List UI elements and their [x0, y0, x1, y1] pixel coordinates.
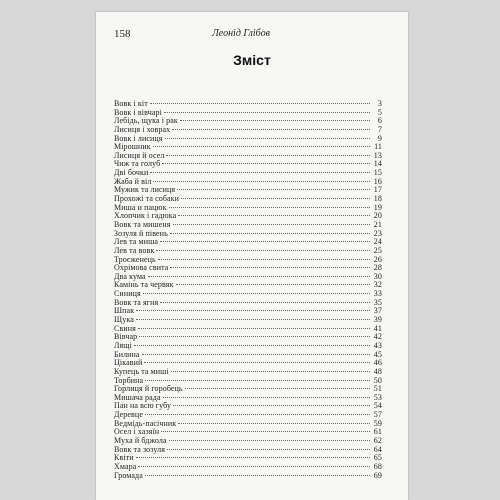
- toc-entry-page: 50: [373, 375, 382, 385]
- table-of-contents: [114, 100, 382, 480]
- toc-entry-page: 33: [373, 289, 382, 299]
- toc-entry-title: Лисиця і ховрах: [114, 124, 171, 134]
- dot-leader: [145, 414, 370, 415]
- toc-entry-page: 62: [373, 435, 382, 445]
- toc-entry-title: Дві бочки: [114, 168, 149, 178]
- toc-entry-title: Мірошник: [114, 142, 151, 152]
- dot-leader: [178, 215, 370, 216]
- toc-entry-title: Прохожі та собаки: [114, 194, 180, 204]
- toc-entry-title: Камінь та червяк: [114, 280, 174, 290]
- toc-entry-title: Охрімова свита: [114, 263, 169, 273]
- toc-entry-page: 32: [373, 280, 382, 290]
- toc-entry: [114, 463, 382, 472]
- dot-leader: [143, 293, 370, 294]
- toc-entry-title: Лебідь, щука і рак: [114, 116, 178, 126]
- toc-entry-page: 51: [373, 384, 382, 394]
- toc-entry-page: 3: [377, 99, 382, 108]
- toc-entry: [114, 446, 382, 455]
- book-page: [96, 12, 408, 500]
- toc-entry-page: 53: [373, 392, 382, 402]
- dot-leader: [136, 310, 370, 311]
- toc-entry: [114, 333, 382, 342]
- toc-entry-title: Мужик та лисиця: [114, 185, 176, 195]
- dot-leader: [153, 181, 370, 182]
- dot-leader: [170, 267, 370, 268]
- toc-entry-page: 69: [373, 470, 382, 480]
- toc-entry: [114, 351, 382, 360]
- toc-entry: [114, 264, 382, 273]
- toc-entry-page: 43: [373, 340, 382, 350]
- toc-entry: [114, 281, 382, 290]
- toc-entry: [114, 135, 382, 144]
- toc-entry-title: Горлиця й горобець: [114, 384, 183, 394]
- dot-leader: [162, 163, 370, 164]
- toc-entry-title: Вовк і кіт: [114, 99, 148, 108]
- toc-entry-title: Лев та миша: [114, 237, 158, 247]
- toc-entry-page: 18: [373, 194, 382, 204]
- dot-leader: [173, 405, 370, 406]
- toc-entry-page: 24: [373, 237, 382, 247]
- contents-title: Зміст: [233, 52, 271, 68]
- toc-entry: [114, 454, 382, 463]
- dot-leader: [160, 302, 370, 303]
- toc-entry-title: Осел і хазяїн: [114, 427, 160, 437]
- toc-entry-page: 42: [373, 332, 382, 342]
- toc-entry-title: Торбина: [114, 375, 144, 385]
- dot-leader: [172, 129, 370, 130]
- dot-leader: [145, 475, 370, 476]
- toc-entry-page: 19: [373, 202, 382, 212]
- dot-leader: [138, 466, 370, 467]
- toc-entry-page: 15: [373, 168, 382, 178]
- dot-leader: [171, 371, 370, 372]
- toc-entry-title: Громада: [114, 470, 143, 480]
- toc-entry-page: 30: [373, 271, 382, 281]
- toc-entry-title: Чиж та голуб: [114, 159, 161, 169]
- dot-leader: [167, 449, 370, 450]
- toc-entry-page: 41: [373, 323, 382, 333]
- toc-entry-page: 16: [373, 176, 382, 186]
- toc-entry: [114, 316, 382, 325]
- toc-entry-page: 39: [373, 315, 382, 325]
- running-head-author: Леонід Глібов: [212, 28, 270, 39]
- toc-entry-page: 28: [373, 263, 382, 273]
- toc-entry: [114, 342, 382, 351]
- toc-entry-title: Деревце: [114, 410, 143, 420]
- dot-leader: [180, 120, 370, 121]
- dot-leader: [142, 354, 370, 355]
- toc-entry-title: Вовк та зозуля: [114, 444, 165, 454]
- toc-entry-page: 59: [373, 418, 382, 428]
- toc-entry-title: Купець та миші: [114, 366, 169, 376]
- toc-entry: [114, 238, 382, 247]
- toc-entry-title: Билина: [114, 349, 140, 359]
- dot-leader: [158, 259, 370, 260]
- dot-leader: [181, 198, 370, 199]
- toc-entry-title: Вовк та мишеня: [114, 219, 171, 229]
- toc-entry-page: 9: [377, 133, 382, 143]
- toc-entry: [114, 472, 382, 481]
- toc-entry-title: Вовк та ягня: [114, 297, 159, 307]
- toc-entry: [114, 299, 382, 308]
- toc-entry-title: Лисиця й осел: [114, 150, 165, 160]
- toc-entry-title: Муха й бджола: [114, 435, 167, 445]
- dot-leader: [153, 146, 370, 147]
- toc-entry-page: 64: [373, 444, 382, 454]
- toc-entry-title: Вовк і вівчарі: [114, 107, 162, 117]
- dot-leader: [148, 276, 370, 277]
- toc-entry-page: 26: [373, 254, 382, 264]
- toc-entry-title: Зозуля й півень: [114, 228, 168, 238]
- dot-leader: [138, 328, 370, 329]
- toc-entry: [114, 160, 382, 169]
- toc-entry-title: Синиця: [114, 289, 141, 299]
- toc-entry-title: Щука: [114, 315, 134, 325]
- toc-entry-page: 37: [373, 306, 382, 316]
- dot-leader: [144, 362, 370, 363]
- dot-leader: [166, 155, 370, 156]
- page-number: 158: [114, 28, 131, 40]
- toc-entry-title: Свиня: [114, 323, 136, 333]
- toc-entry-title: Лящі: [114, 340, 132, 350]
- dot-leader: [177, 189, 370, 190]
- toc-entry-page: 21: [373, 219, 382, 229]
- dot-leader: [145, 380, 370, 381]
- dot-leader: [136, 457, 370, 458]
- toc-entry-page: 23: [373, 228, 382, 238]
- toc-entry-title: Жаба й віл: [114, 176, 152, 186]
- toc-entry-title: Хмара: [114, 461, 137, 471]
- toc-entry-title: Хлопчик і гадюка: [114, 211, 177, 221]
- dot-leader: [156, 250, 370, 251]
- toc-entry: [114, 169, 382, 178]
- toc-entry-title: Цікавий: [114, 358, 143, 368]
- dot-leader: [150, 103, 370, 104]
- page-header: [114, 28, 388, 44]
- toc-entry-title: Мишача рада: [114, 392, 161, 402]
- dot-leader: [178, 423, 370, 424]
- toc-entry-page: 13: [373, 150, 382, 160]
- toc-entry-page: 54: [373, 401, 382, 411]
- dot-leader: [185, 388, 370, 389]
- dot-leader: [163, 397, 370, 398]
- toc-entry-page: 65: [373, 453, 382, 463]
- dot-leader: [169, 440, 370, 441]
- dot-leader: [165, 138, 370, 139]
- toc-entry-page: 14: [373, 159, 382, 169]
- toc-entry-page: 46: [373, 358, 382, 368]
- toc-entry-page: 35: [373, 297, 382, 307]
- toc-entry: [114, 368, 382, 377]
- toc-entry-title: Миша и пацюк: [114, 202, 167, 212]
- dot-leader: [150, 172, 370, 173]
- toc-entry-page: 17: [373, 185, 382, 195]
- toc-entry: [114, 402, 382, 411]
- toc-entry-title: Пан на всю губу: [114, 401, 172, 411]
- dot-leader: [170, 233, 370, 234]
- dot-leader: [173, 224, 370, 225]
- dot-leader: [169, 207, 370, 208]
- toc-entry-page: 48: [373, 366, 382, 376]
- toc-entry-title: Ведмідь-пасічник: [114, 418, 177, 428]
- toc-entry-page: 45: [373, 349, 382, 359]
- dot-leader: [139, 336, 370, 337]
- toc-entry-title: Два кума: [114, 271, 146, 281]
- dot-leader: [164, 112, 370, 113]
- toc-entry-title: Шпак: [114, 306, 135, 316]
- toc-entry-title: Вовк і лисиця: [114, 133, 163, 143]
- toc-entry-title: Вівчар: [114, 332, 138, 342]
- dot-leader: [136, 319, 370, 320]
- toc-entry-title: Лев та вовк: [114, 245, 155, 255]
- toc-entry: [114, 307, 382, 316]
- toc-entry: [114, 325, 382, 334]
- toc-entry-page: 61: [373, 427, 382, 437]
- dot-leader: [134, 345, 370, 346]
- toc-entry-title: Квіти: [114, 453, 134, 463]
- dot-leader: [160, 241, 370, 242]
- toc-entry-page: 20: [373, 211, 382, 221]
- toc-entry-page: 7: [377, 124, 382, 134]
- dot-leader: [161, 431, 370, 432]
- toc-entry-page: 11: [374, 142, 382, 152]
- toc-entry-page: 57: [373, 410, 382, 420]
- toc-entry-page: 68: [373, 461, 382, 471]
- toc-entry-page: 5: [377, 107, 382, 117]
- toc-entry-title: Троєженець: [114, 254, 156, 264]
- dot-leader: [176, 284, 370, 285]
- toc-entry-page: 6: [377, 116, 382, 126]
- toc-entry-page: 25: [373, 245, 382, 255]
